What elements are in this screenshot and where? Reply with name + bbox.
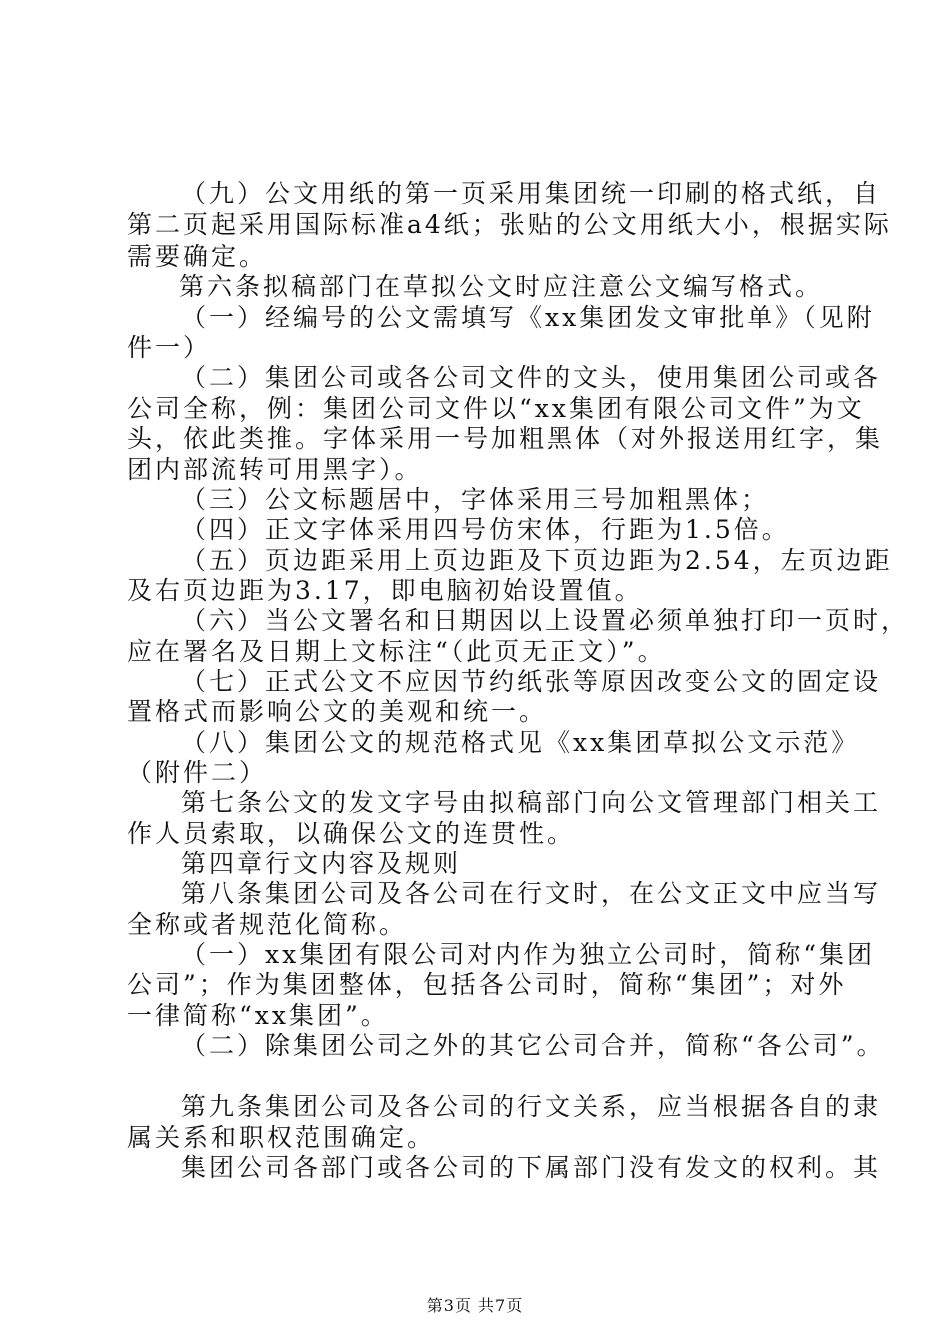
paragraph-line: （一）xx集团有限公司对内作为独立公司时，简称“集团 bbox=[181, 940, 875, 969]
paragraph-line: 及右页边距为3.17，即电脑初始设置值。 bbox=[127, 576, 643, 605]
paragraph-line: （附件二） bbox=[127, 758, 268, 787]
paragraph-line: 第八条集团公司及各公司在行文时，在公文正文中应当写 bbox=[181, 879, 882, 908]
paragraph-line: 第九条集团公司及各公司的行文关系，应当根据各自的隶 bbox=[181, 1092, 882, 1121]
paragraph-line: 公司全称，例：集团公司文件以“xx集团有限公司文件”为文 bbox=[127, 394, 865, 423]
paragraph-line: （二）集团公司或各公司文件的文头，使用集团公司或各 bbox=[181, 363, 882, 392]
paragraph-line: 置格式而影响公文的美观和统一。 bbox=[127, 697, 548, 726]
paragraph-line: 集团公司各部门或各公司的下属部门没有发文的权利。其 bbox=[181, 1153, 882, 1182]
paragraph-line: （五）页边距采用上页边距及下页边距为2.54，左页边距 bbox=[181, 546, 893, 575]
paragraph-line: 属关系和职权范围确定。 bbox=[127, 1123, 436, 1152]
paragraph-line: 第七条公文的发文字号由拟稿部门向公文管理部门相关工 bbox=[181, 788, 882, 817]
paragraph-line: 需要确定。 bbox=[127, 242, 268, 271]
paragraph-line: （二）除集团公司之外的其它公司合并，简称“各公司”。 bbox=[181, 1031, 885, 1060]
paragraph-line: 第二页起采用国际标准a4纸；张贴的公文用纸大小，根据实际 bbox=[127, 210, 892, 239]
paragraph-line: 件一） bbox=[127, 333, 212, 362]
page-footer: 第3页 共7页 bbox=[426, 1296, 524, 1315]
paragraph-line: （四）正文字体采用四号仿宋体，行距为1.5倍。 bbox=[181, 515, 790, 544]
paragraph-line: （一）经编号的公文需填写《xx集团发文审批单》（见附 bbox=[181, 303, 875, 332]
paragraph-line: （七）正式公文不应因节约纸张等原因改变公文的固定设 bbox=[181, 667, 882, 696]
paragraph-line: 团内部流转可用黑字）。 bbox=[127, 455, 423, 484]
paragraph-line: （三）公文标题居中，字体采用三号加粗黑体； bbox=[181, 485, 770, 514]
paragraph-line: 第六条拟稿部门在草拟公文时应注意公文编写格式。 bbox=[179, 272, 824, 301]
paragraph-line: 公司”；作为集团整体，包括各公司时，简称“集团”；对外 bbox=[127, 970, 847, 999]
paragraph-line: 一律简称“xx集团”。 bbox=[127, 1001, 389, 1030]
chapter-heading: 第四章行文内容及规则 bbox=[181, 849, 462, 878]
paragraph-line: 头，依此类推。字体采用一号加粗黑体（对外报送用红字，集 bbox=[127, 424, 884, 453]
paragraph-line: 应在署名及日期上文标注“（此页无正文）”。 bbox=[127, 637, 666, 666]
paragraph-line: 作人员索取，以确保公文的连贯性。 bbox=[127, 819, 576, 848]
paragraph-line: 全称或者规范化简称。 bbox=[127, 910, 408, 939]
paragraph-line: （八）集团公文的规范格式见《xx集团草拟公文示范》 bbox=[181, 728, 860, 757]
paragraph-line: （六）当公文署名和日期因以上设置必须单独打印一页时， bbox=[181, 606, 910, 635]
paragraph-line: （九）公文用纸的第一页采用集团统一印刷的格式纸，自 bbox=[181, 179, 882, 208]
